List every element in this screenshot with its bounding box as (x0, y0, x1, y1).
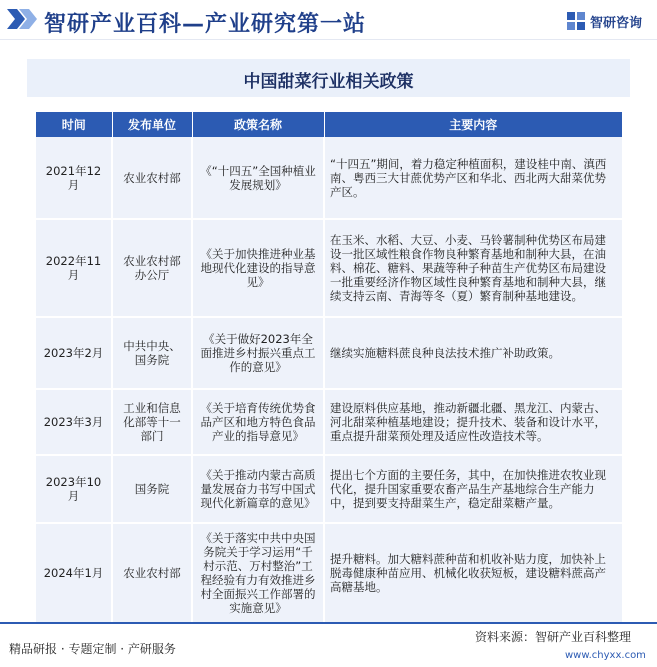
footer-url[interactable]: www.chyxx.com (565, 650, 646, 661)
cell-time: 2021年12月 (36, 137, 112, 219)
header-title: 智研产业百科—产业研究第一站 (44, 12, 367, 37)
cell-unit: 工业和信息化部等十一部门 (112, 389, 192, 455)
cell-time: 2023年2月 (36, 317, 112, 389)
cell-content: 在玉米、水稻、大豆、小麦、马铃薯制种优势区布局建设一批区域性粮食作物良种繁育基地和制种大县，在油料、棉花、糖料、果蔬等种子种苗生产优势区布局建设一批重要经济作物区域性良种繁育基地和制种大县，继续支持云南、青海等冬（夏）繁育制种基地建设。 (324, 219, 622, 317)
cell-content: 建设原料供应基地，推动新疆北疆、黑龙江、内蒙古、河北甜菜种植基地建设；提升技术、装备和设计水平，重点提升甜菜预处理及适应性改造技术等。 (324, 389, 622, 455)
cell-policy-name: 《关于加快推进种业基地现代化建设的指导意见》 (192, 219, 324, 317)
cell-unit: 中共中央、国务院 (112, 317, 192, 389)
footer-services: 精品研报 · 专题定制 · 产研服务 (9, 642, 176, 656)
table-row (36, 455, 622, 523)
column-header-time: 时间 (36, 112, 112, 137)
brand-name: 智研咨询 (590, 16, 643, 31)
table-row (36, 389, 622, 455)
cell-time: 2023年10月 (36, 455, 112, 523)
table-row (36, 219, 622, 317)
page-header (0, 0, 657, 40)
cell-unit: 国务院 (112, 455, 192, 523)
cell-content: 继续实施糖料蔗良种良法技术推广补助政策。 (324, 317, 622, 389)
cell-content: 提出七个方面的主要任务，其中，在加快推进农牧业现代化，提升国家重要农畜产品生产基地综合生产能力中，提到要支持甜菜生产，稳定甜菜糖产量。 (324, 455, 622, 523)
cell-policy-name: 《关于落实中共中央国务院关于学习运用“千村示范、万村整治”工程经验有力有效推进乡村全面振兴工作部署的实施意见》 (192, 523, 324, 623)
footer-source: 资料来源：智研产业百科整理 (475, 630, 632, 644)
cell-unit: 农业农村部 (112, 523, 192, 623)
cell-policy-name: 《关于培育传统优势食品产区和地方特色食品产业的指导意见》 (192, 389, 324, 455)
document-title: 中国甜菜行业相关政策 (243, 72, 414, 92)
cell-unit: 农业农村部办公厅 (112, 219, 192, 317)
cell-content: “十四五”期间，着力稳定种植面积，建设桂中南、滇西南、粤西三大甘蔗优势产区和华北、西北两大甜菜优势产区。 (324, 137, 622, 219)
cell-content: 提升糖料。加大糖料蔗种苗和机收补贴力度，加快补上脱毒健康种苗应用、机械化收获短板，建设糖料蔗高产高糖基地。 (324, 523, 622, 623)
table-row (36, 137, 622, 219)
table-row (36, 317, 622, 389)
table-header-row (36, 112, 622, 137)
cell-policy-name: 《关于推动内蒙古高质量发展奋力书写中国式现代化新篇章的意见》 (192, 455, 324, 523)
cell-policy-name: 《关于做好2023年全面推进乡村振兴重点工作的意见》 (192, 317, 324, 389)
double-chevron-icon (7, 9, 37, 29)
document-title-bar (27, 59, 630, 97)
page-footer (0, 622, 657, 667)
column-header-policy-name: 政策名称 (192, 112, 324, 137)
policy-table (36, 112, 622, 624)
cell-time: 2024年1月 (36, 523, 112, 623)
table-row (36, 523, 622, 623)
column-header-content: 主要内容 (324, 112, 622, 137)
column-header-unit: 发布单位 (112, 112, 192, 137)
cell-unit: 农业农村部 (112, 137, 192, 219)
cell-policy-name: 《“十四五”全国种植业发展规划》 (192, 137, 324, 219)
cell-time: 2023年3月 (36, 389, 112, 455)
cell-time: 2022年11月 (36, 219, 112, 317)
zhiyan-logo-icon (566, 11, 586, 31)
